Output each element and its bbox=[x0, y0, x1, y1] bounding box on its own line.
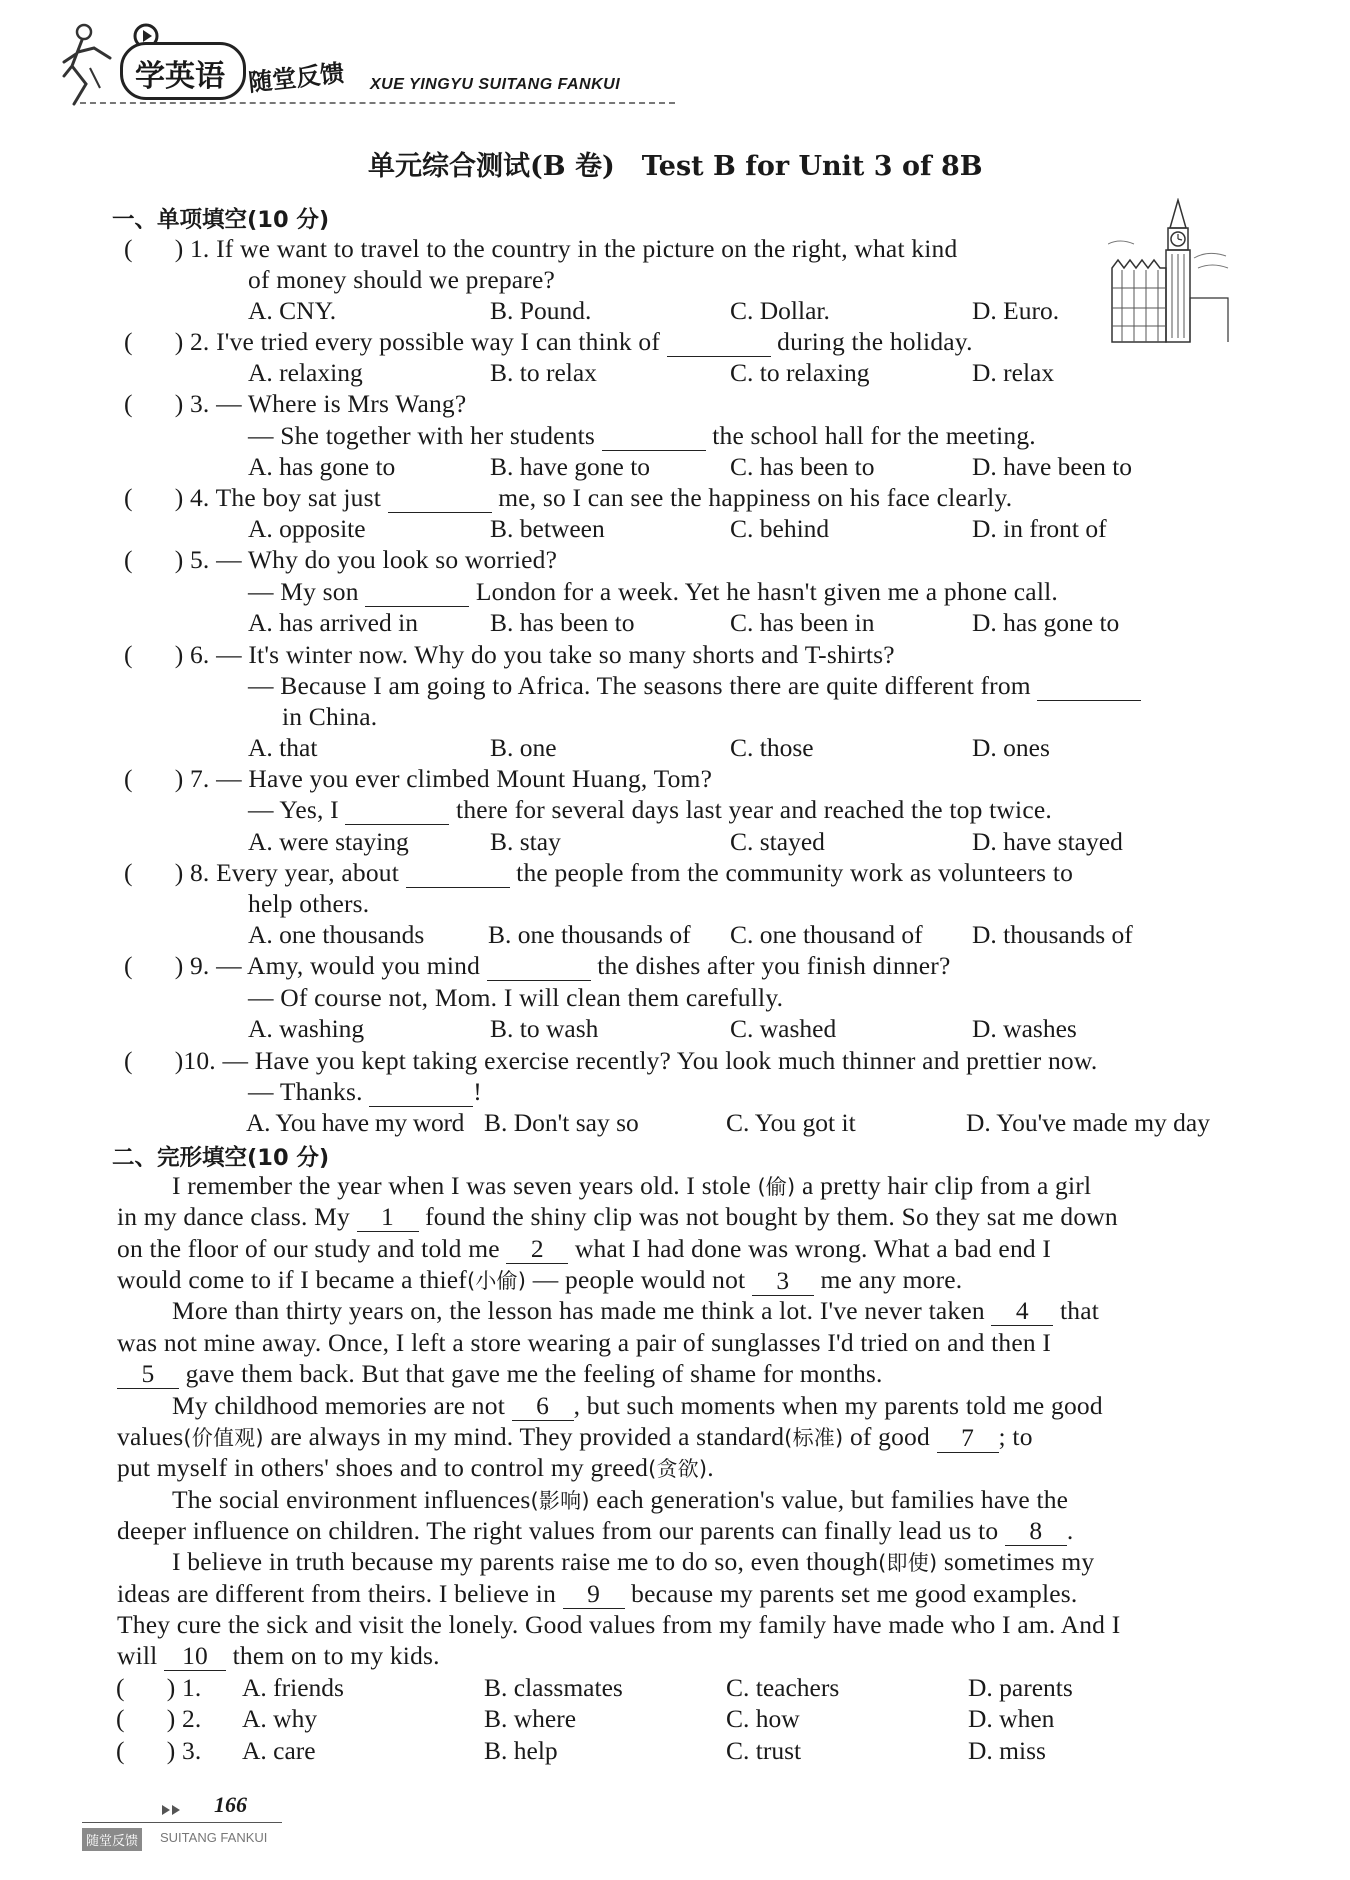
q1-option-b[interactable]: B. Pound. bbox=[490, 296, 592, 325]
page-title: 单元综合测试(B 卷) Test B for Unit 3 of 8B bbox=[368, 151, 983, 182]
passage-line-13: I believe in truth because my parents raise me to do so, even though(即使) sometimes my bbox=[172, 1547, 1095, 1576]
q1-option-d[interactable]: D. Euro. bbox=[972, 296, 1060, 325]
q4-option-b[interactable]: B. between bbox=[490, 514, 605, 543]
q3-stem: ( ) 3. — Where is Mrs Wang? bbox=[124, 389, 467, 418]
q3-stem-cont: — She together with her students the school hall for the meeting. bbox=[248, 421, 1036, 450]
double-arrow-icon bbox=[160, 1804, 184, 1816]
cloze-q2: ( ) 2. bbox=[116, 1704, 202, 1733]
q9-stem-cont: — Of course not, Mom. I will clean them carefully. bbox=[248, 983, 784, 1012]
passage-line-7: 5 gave them back. But that gave me the feeling of shame for months. bbox=[117, 1359, 883, 1389]
q4-option-a[interactable]: A. opposite bbox=[248, 514, 366, 543]
passage-line-8: My childhood memories are not 6 , but such moments when my parents told me good bbox=[172, 1391, 1103, 1420]
q8-stem-cont: help others. bbox=[248, 889, 370, 918]
passage-line-1: I remember the year when I was seven years old. I stole (偷) a pretty hair clip from a girl bbox=[172, 1171, 1092, 1200]
passage-line-10: put myself in others' shoes and to control my greed(贪欲). bbox=[117, 1453, 714, 1482]
passage-line-16: will 10 them on to my kids. bbox=[117, 1641, 440, 1670]
cloze-q1-option-d[interactable]: D. parents bbox=[968, 1673, 1073, 1702]
q8-option-d[interactable]: D. thousands of bbox=[972, 920, 1133, 949]
q6-option-d[interactable]: D. ones bbox=[972, 733, 1050, 762]
q4-option-c[interactable]: C. behind bbox=[730, 514, 830, 543]
q9-blank[interactable] bbox=[487, 954, 591, 981]
q5-blank[interactable] bbox=[365, 580, 469, 607]
q2-option-b[interactable]: B. to relax bbox=[490, 358, 597, 387]
cloze-q2-option-c[interactable]: C. how bbox=[726, 1704, 800, 1733]
footer-label-en: SUITANG FANKUI bbox=[160, 1830, 268, 1845]
q1-stem-cont: of money should we prepare? bbox=[248, 265, 556, 294]
q9-option-a[interactable]: A. washing bbox=[248, 1014, 365, 1043]
passage-line-11: The social environment influences(影响) each generation's value, but families have the bbox=[172, 1485, 1069, 1514]
q1-option-a[interactable]: A. CNY. bbox=[248, 296, 337, 325]
passage-line-2: in my dance class. My 1 found the shiny clip was not bought by them. So they sat me down bbox=[117, 1202, 1118, 1231]
q5-option-d[interactable]: D. has gone to bbox=[972, 608, 1120, 637]
q8-option-a[interactable]: A. one thousands bbox=[248, 920, 425, 949]
passage-line-14: ideas are different from theirs. I believe in 9 because my parents set me good examples. bbox=[117, 1579, 1078, 1608]
section1-heading: 一、单项填空(10 分) bbox=[112, 207, 330, 233]
q5-option-c[interactable]: C. has been in bbox=[730, 608, 875, 637]
brand-text: 学英语 bbox=[135, 59, 225, 94]
q6-stem: ( ) 6. — It's winter now. Why do you take so many shorts and T-shirts? bbox=[124, 640, 895, 669]
cloze-q1-option-b[interactable]: B. classmates bbox=[484, 1673, 623, 1702]
q10-stem-cont: — Thanks. ! bbox=[248, 1077, 482, 1106]
q10-option-d[interactable]: D. You've made my day bbox=[966, 1108, 1210, 1137]
footer-label-cn: 随堂反馈 bbox=[82, 1828, 142, 1851]
q8-option-b[interactable]: B. one thousands of bbox=[488, 920, 691, 949]
page-number: 166 bbox=[214, 1792, 247, 1817]
cloze-q1: ( ) 1. bbox=[116, 1673, 202, 1702]
q1-option-c[interactable]: C. Dollar. bbox=[730, 296, 830, 325]
q8-blank[interactable] bbox=[406, 861, 510, 888]
cloze-blank-2[interactable]: 2 bbox=[506, 1235, 568, 1264]
q4-option-d[interactable]: D. in front of bbox=[972, 514, 1107, 543]
q7-blank[interactable] bbox=[345, 798, 449, 825]
passage-line-12: deeper influence on children. The right values from our parents can finally lead us to 8 . bbox=[117, 1516, 1074, 1545]
q9-option-b[interactable]: B. to wash bbox=[490, 1014, 599, 1043]
q6-option-b[interactable]: B. one bbox=[490, 733, 557, 762]
q9-option-c[interactable]: C. washed bbox=[730, 1014, 837, 1043]
passage-line-6: was not mine away. Once, I left a store wearing a pair of sunglasses I'd tried on and then I bbox=[117, 1328, 1052, 1357]
q10-blank[interactable] bbox=[369, 1080, 473, 1107]
cloze-q3-option-c[interactable]: C. trust bbox=[726, 1736, 802, 1765]
cloze-q2-option-a[interactable]: A. why bbox=[242, 1704, 318, 1733]
cloze-blank-3[interactable]: 3 bbox=[752, 1267, 814, 1296]
q7-option-a[interactable]: A. were staying bbox=[248, 827, 409, 856]
header-divider bbox=[80, 102, 675, 104]
q2-option-d[interactable]: D. relax bbox=[972, 358, 1055, 387]
q2-stem: ( ) 2. I've tried every possible way I can think of during the holiday. bbox=[124, 327, 973, 356]
cloze-q1-option-a[interactable]: A. friends bbox=[242, 1673, 344, 1702]
q2-blank[interactable] bbox=[667, 330, 771, 357]
header-pinyin: XUE YINGYU SUITANG FANKUI bbox=[370, 76, 621, 93]
q7-option-c[interactable]: C. stayed bbox=[730, 827, 825, 856]
cloze-blank-8[interactable]: 8 bbox=[1005, 1517, 1067, 1546]
passage-line-5: More than thirty years on, the lesson has made me think a lot. I've never taken 4 that bbox=[172, 1296, 1099, 1325]
q10-option-a[interactable]: A. You have my word bbox=[246, 1108, 465, 1137]
q7-option-b[interactable]: B. stay bbox=[490, 827, 561, 856]
q3-option-c[interactable]: C. has been to bbox=[730, 452, 875, 481]
q4-blank[interactable] bbox=[388, 486, 492, 513]
q6-blank[interactable] bbox=[1037, 674, 1141, 701]
big-ben-illustration bbox=[1108, 198, 1230, 346]
cloze-blank-4[interactable]: 4 bbox=[991, 1297, 1053, 1326]
q5-stem: ( ) 5. — Why do you look so worried? bbox=[124, 545, 558, 574]
footer-rule bbox=[82, 1822, 282, 1823]
q6-stem-cont: — Because I am going to Africa. The seasons there are quite different from bbox=[248, 671, 1141, 701]
q10-stem: ( )10. — Have you kept taking exercise recently? You look much thinner and prettier now. bbox=[124, 1046, 1098, 1075]
cloze-blank-6[interactable]: 6 bbox=[512, 1392, 574, 1421]
q5-option-b[interactable]: B. has been to bbox=[490, 608, 635, 637]
q2-option-a[interactable]: A. relaxing bbox=[248, 358, 363, 387]
cloze-blank-1[interactable]: 1 bbox=[357, 1203, 419, 1232]
q1-stem: ( ) 1. If we want to travel to the country in the picture on the right, what kind bbox=[124, 234, 958, 263]
q6-stem-cont2: in China. bbox=[282, 702, 378, 731]
header bbox=[60, 18, 670, 108]
cloze-q3: ( ) 3. bbox=[116, 1736, 202, 1765]
passage-line-15: They cure the sick and visit the lonely. Good values from my family have made who I am. And I bbox=[117, 1610, 1121, 1639]
q10-option-b[interactable]: B. Don't say so bbox=[484, 1108, 639, 1137]
q7-stem-cont: — Yes, I there for several days last year and reached the top twice. bbox=[248, 795, 1052, 824]
cloze-q1-option-c[interactable]: C. teachers bbox=[726, 1673, 840, 1702]
cloze-q3-option-b[interactable]: B. help bbox=[484, 1736, 558, 1765]
q2-option-c[interactable]: C. to relaxing bbox=[730, 358, 870, 387]
q7-stem: ( ) 7. — Have you ever climbed Mount Huang, Tom? bbox=[124, 764, 713, 793]
cloze-blank-9[interactable]: 9 bbox=[563, 1580, 625, 1609]
q3-blank[interactable] bbox=[602, 424, 706, 451]
q3-option-d[interactable]: D. have been to bbox=[972, 452, 1133, 481]
q9-option-d[interactable]: D. washes bbox=[972, 1014, 1077, 1043]
footer bbox=[82, 1790, 382, 1850]
q5-option-a[interactable]: A. has arrived in bbox=[248, 608, 418, 637]
passage-line-4: would come to if I became a thief(小偷) — people would not 3 me any more. bbox=[117, 1265, 963, 1295]
q6-option-c[interactable]: C. those bbox=[730, 733, 814, 762]
brand-badge bbox=[120, 42, 246, 100]
q5-stem-cont: — My son London for a week. Yet he hasn't given me a phone call. bbox=[248, 577, 1058, 606]
cloze-q3-option-a[interactable]: A. care bbox=[242, 1736, 316, 1765]
cloze-q3-option-d[interactable]: D. miss bbox=[968, 1736, 1046, 1765]
passage-line-3: on the floor of our study and told me 2 what I had done was wrong. What a bad end I bbox=[117, 1234, 1052, 1263]
q6-option-a[interactable]: A. that bbox=[248, 733, 318, 762]
q3-option-b[interactable]: B. have gone to bbox=[490, 452, 651, 481]
q7-option-d[interactable]: D. have stayed bbox=[972, 827, 1123, 856]
section2-heading: 二、完形填空(10 分) bbox=[112, 1145, 330, 1171]
cloze-blank-10[interactable]: 10 bbox=[164, 1642, 226, 1671]
q3-option-a[interactable]: A. has gone to bbox=[248, 452, 396, 481]
cloze-blank-7[interactable]: 7 bbox=[937, 1424, 999, 1453]
header-sub: 随堂反馈 bbox=[247, 59, 346, 97]
cloze-q2-option-d[interactable]: D. when bbox=[968, 1704, 1055, 1733]
cloze-blank-5[interactable]: 5 bbox=[117, 1360, 179, 1389]
q8-stem: ( ) 8. Every year, about the people from the community work as volunteers to bbox=[124, 858, 1074, 887]
q4-stem: ( ) 4. The boy sat just me, so I can see the happiness on his face clearly. bbox=[124, 483, 1013, 512]
q9-stem: ( ) 9. — Amy, would you mind the dishes after you finish dinner? bbox=[124, 951, 951, 980]
passage-line-9: values(价值观) are always in my mind. They provided a standard(标准) of good 7 ; to bbox=[117, 1422, 1033, 1452]
q10-option-c[interactable]: C. You got it bbox=[726, 1108, 856, 1137]
q8-option-c[interactable]: C. one thousand of bbox=[730, 920, 923, 949]
cloze-q2-option-b[interactable]: B. where bbox=[484, 1704, 577, 1733]
